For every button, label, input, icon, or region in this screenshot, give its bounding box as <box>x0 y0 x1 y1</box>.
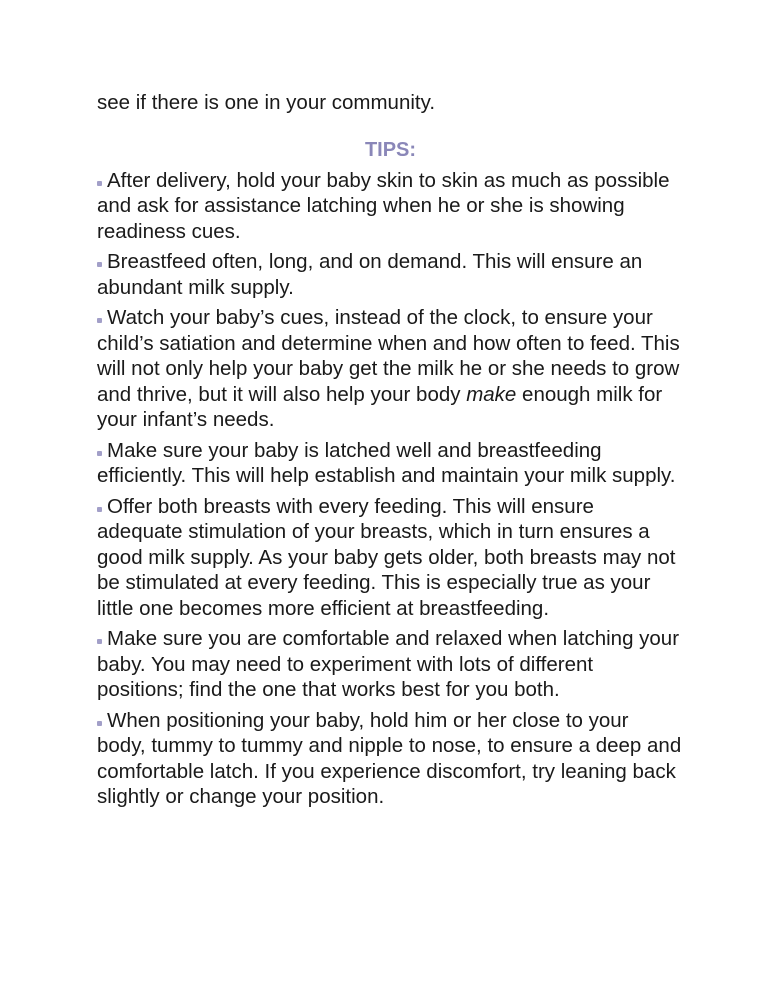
tip-item <box>97 626 682 703</box>
tip-text: After delivery, hold your baby skin to skin as much as possible and ask for assistance latching when he or she is showing readiness cues. <box>97 168 670 243</box>
tip-item <box>97 494 682 622</box>
tip-text: Make sure you are comfortable and relaxed when latching your baby. You may need to experiment with lots of different positions; find the one that works best for you both. <box>97 627 680 701</box>
tip-emphasis: make <box>466 382 517 406</box>
tip-text: Watch your baby’s cues, instead of the clock, to ensure your child’s satiation and determine when and how often to feed. This will not only help your baby get the milk he or she needs to grow and thrive, but it will also help your body <box>97 306 680 406</box>
tip-item <box>97 249 682 300</box>
tip-text: Make sure your baby is latched well and breastfeeding efficiently. This will help establish and maintain your milk supply. <box>97 438 676 487</box>
tips-heading: TIPS: <box>364 138 417 161</box>
bullet-icon <box>97 262 102 267</box>
tip-item <box>97 168 682 245</box>
tip-text: When positioning your baby, hold him or her close to your body, tummy to tummy and nipple to nose, to ensure a deep and comfortable latch. If you experience discomfort, try leaning back slightly or change your position. <box>97 708 682 808</box>
tip-item <box>97 438 682 489</box>
bullet-icon <box>97 721 102 726</box>
tip-text: Breastfeed often, long, and on demand. This will ensure an abundant milk supply. <box>97 250 643 299</box>
tip-text: Offer both breasts with every feeding. This will ensure adequate stimulation of your breasts, which in turn ensures a good milk supply. As your baby gets older, both breasts may not be stimulated at every feeding. This is especially true as your little one becomes more efficient at breastfeeding. <box>97 494 676 620</box>
bullet-icon <box>97 639 102 644</box>
tip-item <box>97 708 682 810</box>
bullet-icon <box>97 507 102 512</box>
tip-item <box>97 305 682 433</box>
bullet-icon <box>97 181 102 186</box>
intro-text: see if there is one in your community. <box>97 91 436 114</box>
bullet-icon <box>97 451 102 456</box>
page-content <box>97 90 682 815</box>
tip-text: enough milk for your infant’s needs. <box>97 382 663 431</box>
bullet-icon <box>97 318 102 323</box>
